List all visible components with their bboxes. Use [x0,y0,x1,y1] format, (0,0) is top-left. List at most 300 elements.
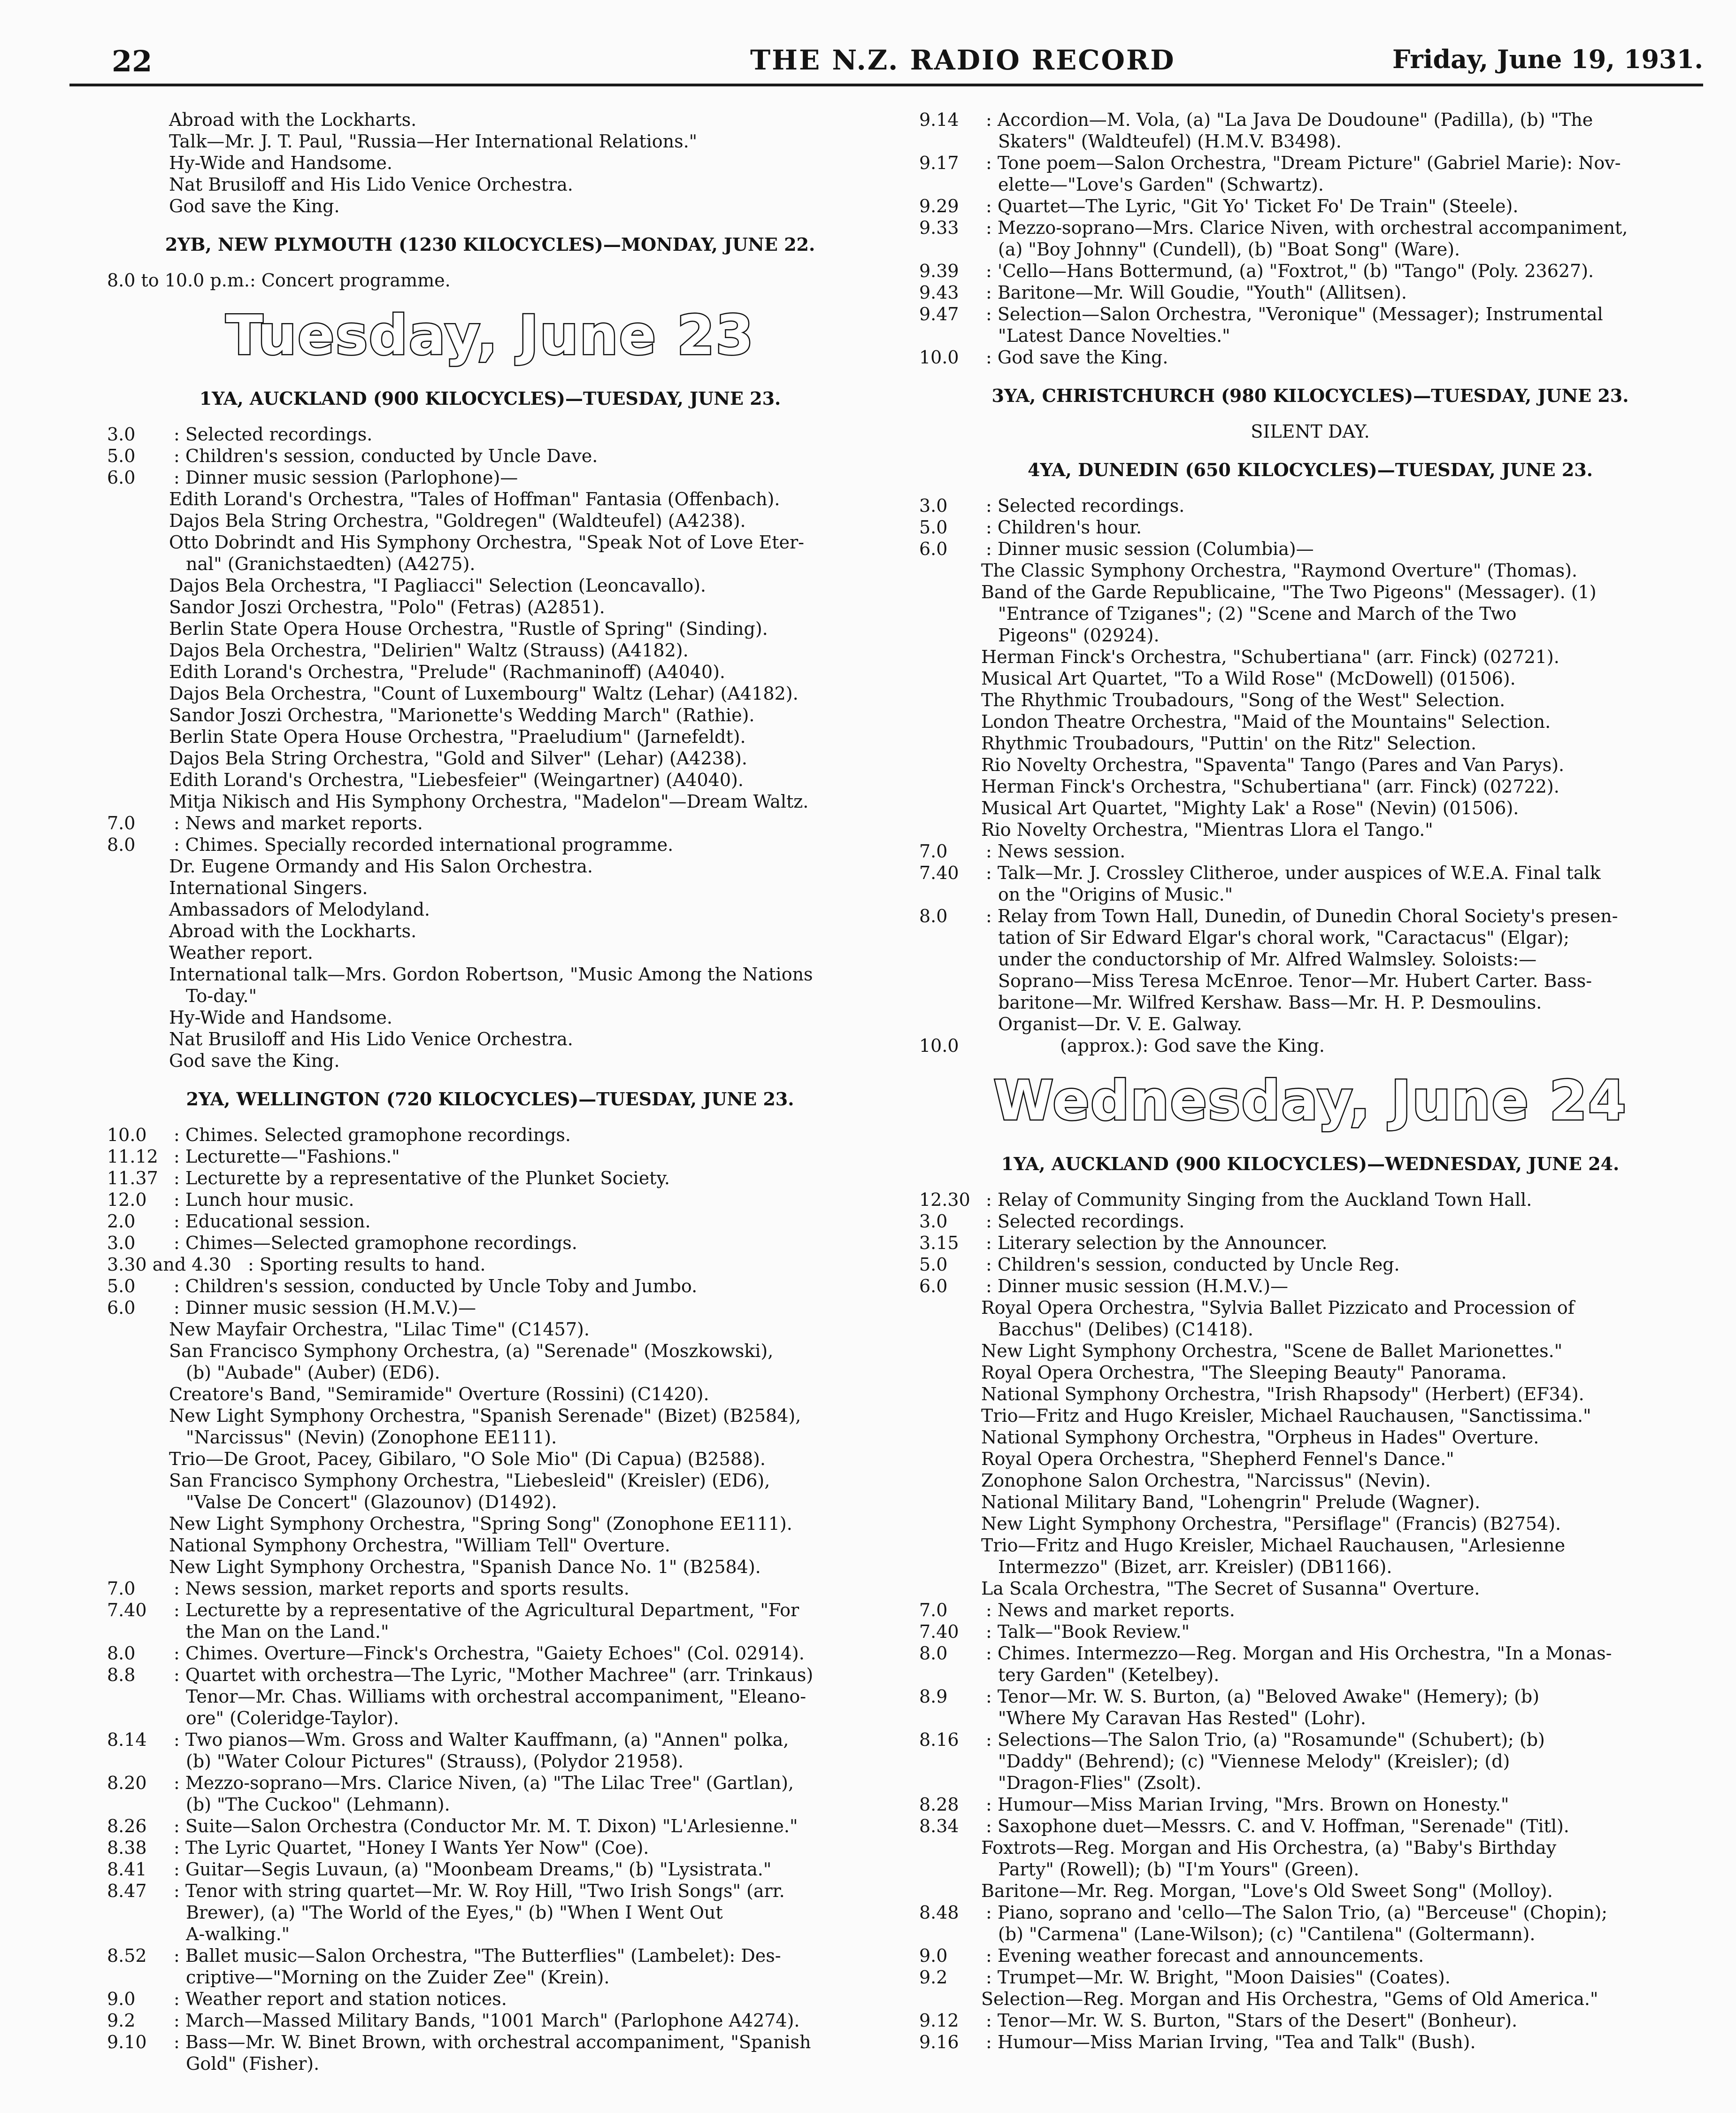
time-label: 6.0 [919,539,948,559]
schedule-line: Abroad with the Lockharts. [169,109,417,130]
schedule-line: "Entrance of Tziganes"; (2) "Scene and March of the Two [998,603,1517,624]
schedule-line: Dajos Bela Orchestra, "Delirien" Waltz (Strauss) (A4182). [169,640,689,661]
programme-text: : March—Massed Military Bands, "1001 March" (Parlophone A4274). [174,2010,800,2031]
page-number: 22 [112,44,153,78]
schedule-line: baritone—Mr. Wilfred Kershaw. Bass—Mr. H. P. Desmoulins. [998,992,1542,1013]
schedule-line: Skaters" (Waldteufel) (H.M.V. B3498). [998,131,1342,152]
programme-text: : Quartet with orchestra—The Lyric, "Mother Machree" (arr. Trinkaus) [174,1665,814,1685]
schedule-line: Musical Art Quartet, "Mighty Lak' a Rose" (Nevin) (01506). [981,798,1519,818]
schedule-line: Abroad with the Lockharts. [169,921,417,941]
schedule-line [919,282,1701,303]
schedule-line [919,1599,1701,1621]
time-label: 10.0 [919,347,959,368]
programme-text: : Educational session. [174,1211,371,1232]
schedule-line: To-day." [186,986,257,1006]
time-label: 9.2 [107,2010,136,2031]
schedule-line [107,2010,873,2031]
schedule-line: Weather report. [169,942,313,963]
schedule-line: elette—"Love's Garden" (Schwartz). [998,174,1324,195]
schedule-line: nal" (Granichstaedten) (A4275). [186,554,476,574]
schedule-line [107,445,873,467]
time-label: 9.29 [919,196,959,216]
schedule-line [919,152,1701,174]
programme-text: : Bass—Mr. W. Binet Brown, with orchestral accompaniment, "Spanish [174,2032,811,2052]
programme-text: : Children's session, conducted by Uncle Dave. [174,446,598,466]
schedule-line: Intermezzo" (Bizet, arr. Kreisler) (DB1166). [998,1557,1392,1577]
schedule-line: Royal Opera Orchestra, "Shepherd Fennel's Dance." [981,1449,1454,1469]
schedule-line: Gold" (Fisher). [186,2053,320,2074]
schedule-line: Brewer), (a) "The World of the Eyes," (b) "When I Went Out [186,1902,723,1923]
time-label: 3.15 [919,1233,959,1253]
schedule-line: San Francisco Symphony Orchestra, "Liebesleid" (Kreisler) (ED6), [169,1470,770,1491]
schedule-line [919,1945,1701,1966]
programme-text: : Chimes. Selected gramophone recordings. [174,1125,571,1145]
schedule-line: National Symphony Orchestra, "Irish Rhapsody" (Herbert) (EF34). [981,1384,1584,1404]
time-label: 7.0 [107,1578,136,1599]
schedule-line: Trio—Fritz and Hugo Kreisler, Michael Rauchausen, "Sanctissima." [981,1405,1591,1426]
schedule-line [919,495,1701,517]
schedule-line [919,1189,1701,1211]
time-label: 9.14 [919,109,959,130]
schedule-line: Sandor Joszi Orchestra, "Polo" (Fetras) (A2851). [169,597,605,617]
time-label: 5.0 [107,1276,136,1296]
programme-text: : Guitar—Segis Luvaun, (a) "Moonbeam Dreams," (b) "Lysistrata." [174,1859,772,1880]
programme-text: : Ballet music—Salon Orchestra, "The Butterflies" (Lambelet): Des- [174,1945,781,1966]
schedule-line [919,1729,1701,1751]
time-label: 7.0 [919,841,948,862]
time-label: 8.47 [107,1881,147,1901]
schedule-line [919,1621,1701,1643]
left-column [107,109,873,2074]
schedule-line [919,862,1701,884]
schedule-line: Berlin State Opera House Orchestra, "Rustle of Spring" (Sinding). [169,618,768,639]
schedule-line: "Daddy" (Behrend); (c) "Viennese Melody" (Kreisler); (d) [998,1751,1510,1772]
schedule-line: Royal Opera Orchestra, "Sylvia Ballet Pizzicato and Procession of [981,1297,1575,1318]
schedule-line: Talk—Mr. J. T. Paul, "Russia—Her International Relations." [169,131,698,152]
programme-text: : Quartet—The Lyric, "Git Yo' Ticket Fo' De Train" (Steele). [986,196,1519,216]
programme-text: : News session. [986,841,1126,862]
station-heading-2ya-tuesday: 2YA, WELLINGTON (720 KILOCYCLES)—TUESDAY, JUNE 23. [186,1088,794,1110]
schedule-line: National Military Band, "Lohengrin" Prelude (Wagner). [981,1492,1481,1512]
programme-text: : Dinner music session (Columbia)— [986,539,1314,559]
schedule-line [107,1232,873,1254]
schedule-line: Dajos Bela Orchestra, "I Pagliacci" Selection (Leoncavallo). [169,575,706,596]
listing-2ya-continued [919,109,1701,368]
schedule-line [107,467,873,488]
carried-over-listing [107,109,873,217]
schedule-line [107,1211,873,1232]
schedule-line: Herman Finck's Orchestra, "Schubertiana" (arr. Finck) (02722). [981,776,1559,797]
time-label: 8.0 [107,834,136,855]
schedule-line [107,1837,873,1859]
schedule-line: (b) "Aubade" (Auber) (ED6). [186,1362,440,1383]
programme-text: : News session, market reports and sports results. [174,1578,630,1599]
programme-text: : Chimes. Overture—Finck's Orchestra, "Gaiety Echoes" (Col. 02914). [174,1643,805,1664]
schedule-line: tation of Sir Edward Elgar's choral work, "Caractacus" (Elgar); [998,927,1570,948]
schedule-line: Trio—Fritz and Hugo Kreisler, Michael Rauchausen, "Arlesienne [981,1535,1566,1556]
programme-text: : Chimes—Selected gramophone recordings. [174,1233,577,1253]
schedule-line: New Light Symphony Orchestra, "Persiflage" (Francis) (B2754). [981,1513,1561,1534]
schedule-line: the Man on the Land." [186,1621,389,1642]
time-label: 9.47 [919,304,959,324]
schedule-line: "Valse De Concert" (Glazounov) (D1492). [186,1492,557,1512]
programme-text: : Sporting results to hand. [248,1254,486,1275]
day-heading-wednesday: Wednesday, June 24 [993,1069,1627,1133]
time-label: 8.34 [919,1816,959,1836]
schedule-line: Foxtrots—Reg. Morgan and His Orchestra, (a) "Baby's Birthday [981,1837,1557,1858]
programme-text: : Chimes. Specially recorded international programme. [174,834,674,855]
programme-text: : Lunch hour music. [174,1189,354,1210]
time-label: 2.0 [107,1211,136,1232]
schedule-line: Royal Opera Orchestra, "The Sleeping Beauty" Panorama. [981,1362,1507,1383]
time-label: 9.43 [919,282,959,303]
time-label: 3.0 [919,495,948,516]
schedule-line: New Light Symphony Orchestra, "Spring Song" (Zonophone EE111). [169,1513,792,1534]
time-label: 7.40 [107,1600,147,1620]
schedule-line [919,195,1701,217]
schedule-line [919,2010,1701,2031]
programme-text: (approx.): God save the King. [1060,1035,1325,1056]
issue-date: Friday, June 19, 1931. [1392,44,1703,74]
schedule-line [919,217,1701,239]
programme-text: : Selected recordings. [986,1211,1185,1232]
schedule-line [919,1275,1701,1297]
schedule-line [919,303,1701,325]
schedule-line: London Theatre Orchestra, "Maid of the Mountains" Selection. [981,711,1551,732]
schedule-line [107,834,873,856]
time-label: 9.17 [919,153,959,173]
schedule-line: Otto Dobrindt and His Symphony Orchestra, "Speak Not of Love Eter- [169,532,804,553]
right-column [919,109,1701,2053]
page-header [69,39,1703,90]
schedule-line: Rio Novelty Orchestra, "Spaventa" Tango (Pares and Van Parys). [981,755,1565,775]
time-label: 7.40 [919,1621,959,1642]
time-label: 10.0 [107,1125,147,1145]
masthead: THE N.Z. RADIO RECORD [750,44,1175,76]
schedule-line: (a) "Boy Johnny" (Cundell), (b) "Boat Song" (Ware). [998,239,1460,260]
programme-text: : Tenor with string quartet—Mr. W. Roy Hill, "Two Irish Songs" (arr. [174,1881,785,1901]
schedule-line: Pigeons" (02924). [998,625,1160,646]
time-label: 8.8 [107,1665,136,1685]
schedule-line: tery Garden" (Ketelbey). [998,1665,1220,1685]
schedule-line [919,347,1701,368]
schedule-line: Rhythmic Troubadours, "Puttin' on the Ritz" Selection. [981,733,1477,754]
schedule-line: Rio Novelty Orchestra, "Mientras Llora el Tango." [981,819,1433,840]
schedule-line [107,1643,873,1664]
time-label: 9.33 [919,217,959,238]
schedule-line: La Scala Orchestra, "The Secret of Susanna" Overture. [981,1578,1480,1599]
schedule-line [107,1167,873,1189]
programme-text: : Selection—Salon Orchestra, "Veronique" (Messager); Instrumental [986,304,1603,324]
programme-text: : Two pianos—Wm. Gross and Walter Kauffmann, (a) "Annen" polka, [174,1729,789,1750]
schedule-line: Herman Finck's Orchestra, "Schubertiana" (arr. Finck) (02721). [981,647,1559,667]
time-label: 12.0 [107,1189,147,1210]
schedule-line: God save the King. [169,196,340,216]
programme-text: : Saxophone duet—Messrs. C. and V. Hoffman, "Serenade" (Titl). [986,1816,1569,1836]
schedule-line: God save the King. [169,1050,340,1071]
programme-text: : Chimes. Intermezzo—Reg. Morgan and His Orchestra, "In a Monas- [986,1643,1612,1664]
schedule-line: The Classic Symphony Orchestra, "Raymond Overture" (Thomas). [981,560,1578,581]
schedule-line: Hy-Wide and Handsome. [169,153,392,173]
schedule-line: Nat Brusiloff and His Lido Venice Orchestra. [169,174,573,195]
schedule-line [919,1211,1701,1232]
time-label: 8.0 [919,906,948,926]
silent-day-note: SILENT DAY. [1251,421,1370,442]
time-label: 6.0 [107,1297,136,1318]
schedule-line [107,1599,873,1621]
schedule-line: Nat Brusiloff and His Lido Venice Orchestra. [169,1029,573,1049]
schedule-line: "Dragon-Flies" (Zsolt). [998,1773,1202,1793]
schedule-line [107,1772,873,1794]
schedule-line: Hy-Wide and Handsome. [169,1007,392,1028]
time-label: 8.38 [107,1837,147,1858]
programme-text: : Children's hour. [986,517,1142,538]
schedule-line [919,841,1701,862]
programme-text: : Selected recordings. [174,424,373,445]
schedule-line: Zonophone Salon Orchestra, "Narcissus" (Nevin). [981,1470,1431,1491]
programme-text: : Selections—The Salon Trio, (a) "Rosamunde" (Schubert); (b) [986,1729,1545,1750]
schedule-line [107,1146,873,1167]
time-label: 11.12 [107,1146,158,1167]
time-label: 9.16 [919,2032,959,2052]
schedule-line: Edith Lorand's Orchestra, "Tales of Hoffman" Fantasia (Offenbach). [169,489,780,509]
time-label: 8.48 [919,1902,959,1923]
schedule-line [107,424,873,445]
time-label: 8.14 [107,1729,147,1750]
schedule-line: Edith Lorand's Orchestra, "Prelude" (Rachmaninoff) (A4040). [169,662,725,682]
listing-2ya-tuesday [107,1124,873,2074]
time-label: 8.26 [107,1816,147,1836]
schedule-line [919,2031,1701,2053]
time-label: 10.0 [919,1035,959,1056]
schedule-line: ore" (Coleridge-Taylor). [186,1708,399,1728]
programme-text: : Literary selection by the Announcer. [986,1233,1328,1253]
time-label: 3.0 [107,1233,136,1253]
programme-text: : Weather report and station notices. [174,1989,507,2009]
schedule-line: National Symphony Orchestra, "William Tell" Overture. [169,1535,670,1556]
programme-text: : Dinner music session (Parlophone)— [174,467,518,488]
station-heading-1ya-tuesday: 1YA, AUCKLAND (900 KILOCYCLES)—TUESDAY, JUNE 23. [199,388,781,409]
programme-text: : Trumpet—Mr. W. Bright, "Moon Daisies" (Coates). [986,1967,1451,1988]
time-label: 5.0 [107,446,136,466]
listing-1ya-wednesday [919,1189,1701,2053]
time-label: 9.0 [919,1945,948,1966]
schedule-line: Dajos Bela String Orchestra, "Goldregen" (Waldteufel) (A4238). [169,510,746,531]
schedule-line [919,1794,1701,1815]
schedule-line [107,1880,873,1902]
schedule-line [919,1902,1701,1923]
time-label: 9.2 [919,1967,948,1988]
programme-text: : Children's session, conducted by Uncle Reg. [986,1254,1400,1275]
time-label: 7.0 [919,1600,948,1620]
programme-text: : Tone poem—Salon Orchestra, "Dream Picture" (Gabriel Marie): Nov- [986,153,1621,173]
programme-text: : Humour—Miss Marian Irving, "Mrs. Brown on Honesty." [986,1794,1509,1815]
schedule-line [107,1275,873,1297]
schedule-line: Sandor Joszi Orchestra, "Marionette's Wedding March" (Rathie). [169,705,755,725]
schedule-line: 8.0 to 10.0 p.m.: Concert programme. [107,270,451,291]
programme-text: : Talk—Mr. J. Crossley Clitheroe, under auspices of W.E.A. Final talk [986,863,1601,883]
schedule-line [107,1297,873,1319]
schedule-line [919,1035,1701,1056]
programme-text: : Lecturette by a representative of the Agricultural Department, "For [174,1600,799,1620]
schedule-line [107,812,873,834]
time-label: 3.0 [107,424,136,445]
programme-text: : Evening weather forecast and announcements. [986,1945,1424,1966]
schedule-line: Band of the Garde Republicaine, "The Two Pigeons" (Messager). (1) [981,582,1597,602]
schedule-line: San Francisco Symphony Orchestra, (a) "Serenade" (Moszkowski), [169,1341,774,1361]
time-label: 8.16 [919,1729,959,1750]
programme-text: : 'Cello—Hans Bottermund, (a) "Foxtrot," (b) "Tango" (Poly. 23627). [986,261,1594,281]
schedule-line [107,1254,873,1275]
schedule-line [919,905,1701,927]
time-label: 7.40 [919,863,959,883]
schedule-line [919,1232,1701,1254]
schedule-line: Tenor—Mr. Chas. Williams with orchestral accompaniment, "Eleano- [186,1686,807,1707]
schedule-line: (b) "The Cuckoo" (Lehmann). [186,1794,450,1815]
schedule-line: New Mayfair Orchestra, "Lilac Time" (C1457). [169,1319,590,1340]
time-label: 11.37 [107,1168,158,1188]
schedule-line [919,517,1701,538]
time-label: 9.0 [107,1989,136,2009]
schedule-line [107,1664,873,1686]
schedule-line: A-walking." [186,1924,290,1944]
time-label: 9.10 [107,2032,147,2052]
time-label: 5.0 [919,517,948,538]
programme-text: : Lecturette—"Fashions." [174,1146,400,1167]
schedule-line [107,2031,873,2053]
time-label: 8.41 [107,1859,147,1880]
schedule-line: Trio—De Groot, Pacey, Gibilaro, "O Sole Mio" (Di Capua) (B2588). [169,1449,766,1469]
programme-text: : Dinner music session (H.M.V.)— [174,1297,476,1318]
time-label: 8.9 [919,1686,948,1707]
programme-text: : Piano, soprano and 'cello—The Salon Trio, (a) "Berceuse" (Chopin); [986,1902,1608,1923]
schedule-line: "Where My Caravan Has Rested" (Lohr). [998,1708,1367,1728]
schedule-line [919,1686,1701,1707]
schedule-line [919,109,1701,131]
schedule-line: (b) "Carmena" (Lane-Wilson); (c) "Cantilena" (Goltermann). [998,1924,1536,1944]
schedule-line [107,1988,873,2010]
schedule-line: The Rhythmic Troubadours, "Song of the West" Selection. [981,690,1506,710]
schedule-line: International talk—Mrs. Gordon Robertson, "Music Among the Nations [169,964,813,985]
schedule-line: Creatore's Band, "Semiramide" Overture (Rossini) (C1420). [169,1384,709,1404]
time-label: 6.0 [107,467,136,488]
programme-text: : God save the King. [986,347,1168,368]
schedule-line: criptive—"Morning on the Zuider Zee" (Krein). [186,1967,610,1988]
schedule-line [919,1815,1701,1837]
schedule-line [107,1945,873,1966]
programme-text: : Mezzo-soprano—Mrs. Clarice Niven, with orchestral accompaniment, [986,217,1628,238]
station-heading-4ya-tuesday: 4YA, DUNEDIN (650 KILOCYCLES)—TUESDAY, JUNE 23. [1028,459,1593,480]
schedule-line: New Light Symphony Orchestra, "Spanish Serenade" (Bizet) (B2584), [169,1405,801,1426]
time-label: 7.0 [107,813,136,833]
schedule-line [919,1966,1701,1988]
schedule-line: Baritone—Mr. Reg. Morgan, "Love's Old Sweet Song" (Molloy). [981,1881,1553,1901]
station-heading-1ya-wednesday: 1YA, AUCKLAND (900 KILOCYCLES)—WEDNESDAY, JUNE 24. [1001,1153,1620,1174]
schedule-line [107,1729,873,1751]
time-label: 3.30 and 4.30 [107,1254,231,1275]
schedule-line: New Light Symphony Orchestra, "Spanish Dance No. 1" (B2584). [169,1557,761,1577]
schedule-line: "Latest Dance Novelties." [998,325,1230,346]
schedule-line: Dajos Bela String Orchestra, "Gold and Silver" (Lehar) (A4238). [169,748,747,769]
programme-text: : News and market reports. [174,813,423,833]
schedule-line [919,538,1701,560]
schedule-line [919,1254,1701,1275]
schedule-line: Bacchus" (Delibes) (C1418). [998,1319,1253,1340]
time-label: 8.20 [107,1773,147,1793]
programme-text: : Humour—Miss Marian Irving, "Tea and Talk" (Bush). [986,2032,1476,2052]
time-label: 8.0 [919,1643,948,1664]
schedule-line: Berlin State Opera House Orchestra, "Praeludium" (Jarnefeldt). [169,726,746,747]
schedule-line: New Light Symphony Orchestra, "Scene de Ballet Marionettes." [981,1341,1563,1361]
time-label: 9.12 [919,2010,959,2031]
programme-text: : Tenor—Mr. W. S. Burton, "Stars of the Desert" (Bonheur). [986,2010,1518,2031]
schedule-line: Musical Art Quartet, "To a Wild Rose" (McDowell) (01506). [981,668,1516,689]
station-heading-2yb: 2YB, NEW PLYMOUTH (1230 KILOCYCLES)—MONDAY, JUNE 22. [165,234,815,255]
schedule-line: Edith Lorand's Orchestra, "Liebesfeier" (Weingartner) (A4040). [169,770,744,790]
schedule-line [107,1578,873,1599]
programme-text: : Children's session, conducted by Uncle Toby and Jumbo. [174,1276,698,1296]
station-heading-3ya-tuesday: 3YA, CHRISTCHURCH (980 KILOCYCLES)—TUESDAY, JUNE 23. [991,385,1629,406]
schedule-line: (b) "Water Colour Pictures" (Strauss), (Polydor 21958). [186,1751,684,1772]
schedule-line [919,260,1701,282]
programme-text: : Suite—Salon Orchestra (Conductor Mr. M. T. Dixon) "L'Arlesienne." [174,1816,798,1836]
time-label: 9.39 [919,261,959,281]
schedule-line [107,1124,873,1146]
programme-text: : The Lyric Quartet, "Honey I Wants Yer Now" (Coe). [174,1837,649,1858]
programme-text: : Selected recordings. [986,495,1185,516]
schedule-line: International Singers. [169,878,368,898]
schedule-line: "Narcissus" (Nevin) (Zonophone EE111). [186,1427,557,1448]
schedule-line [107,1815,873,1837]
programme-text: : Relay from Town Hall, Dunedin, of Dunedin Choral Society's presen- [986,906,1618,926]
day-heading-tuesday: Tuesday, June 23 [225,304,755,367]
schedule-line: Party" (Rowell); (b) "I'm Yours" (Green). [998,1859,1360,1880]
time-label: 12.30 [919,1189,970,1210]
time-label: 8.0 [107,1643,136,1664]
schedule-line: Selection—Reg. Morgan and His Orchestra, "Gems of Old America." [981,1989,1598,2009]
schedule-line [107,1859,873,1880]
time-label: 5.0 [919,1254,948,1275]
schedule-line: under the conductorship of Mr. Alfred Walmsley. Soloists:— [998,949,1537,970]
schedule-line [919,1643,1701,1664]
programme-text: : Talk—"Book Review." [986,1621,1190,1642]
schedule-line [107,1189,873,1211]
programme-text: : Dinner music session (H.M.V.)— [986,1276,1289,1296]
schedule-line: Mitja Nikisch and His Symphony Orchestra, "Madelon"—Dream Waltz. [169,791,809,812]
schedule-line: Dajos Bela Orchestra, "Count of Luxembourg" Waltz (Lehar) (A4182). [169,683,799,704]
listing-4ya-tuesday [919,495,1701,1056]
schedule-line: National Symphony Orchestra, "Orpheus in Hades" Overture. [981,1427,1539,1448]
time-label: 8.52 [107,1945,147,1966]
programme-text: : Lecturette by a representative of the Plunket Society. [174,1168,670,1188]
time-label: 8.28 [919,1794,959,1815]
programme-text: : News and market reports. [986,1600,1235,1620]
schedule-line: on the "Origins of Music." [998,884,1233,905]
programme-text: : Tenor—Mr. W. S. Burton, (a) "Beloved Awake" (Hemery); (b) [986,1686,1540,1707]
schedule-line: Organist—Dr. V. E. Galway. [998,1014,1243,1034]
listing-1ya-tuesday [107,424,873,1072]
schedule-line: Soprano—Miss Teresa McEnroe. Tenor—Mr. Hubert Carter. Bass- [998,971,1592,991]
programme-text: : Mezzo-soprano—Mrs. Clarice Niven, (a) "The Lilac Tree" (Gartlan), [174,1773,794,1793]
programme-text: : Accordion—M. Vola, (a) "La Java De Doudoune" (Padilla), (b) "The [986,109,1593,130]
header-rule [69,84,1703,86]
time-label: 6.0 [919,1276,948,1296]
time-label: 3.0 [919,1211,948,1232]
programme-text: : Baritone—Mr. Will Goudie, "Youth" (Allitsen). [986,282,1407,303]
programme-text: : Relay of Community Singing from the Auckland Town Hall. [986,1189,1532,1210]
schedule-line: Dr. Eugene Ormandy and His Salon Orchestra. [169,856,593,877]
schedule-line: Ambassadors of Melodyland. [169,899,430,920]
